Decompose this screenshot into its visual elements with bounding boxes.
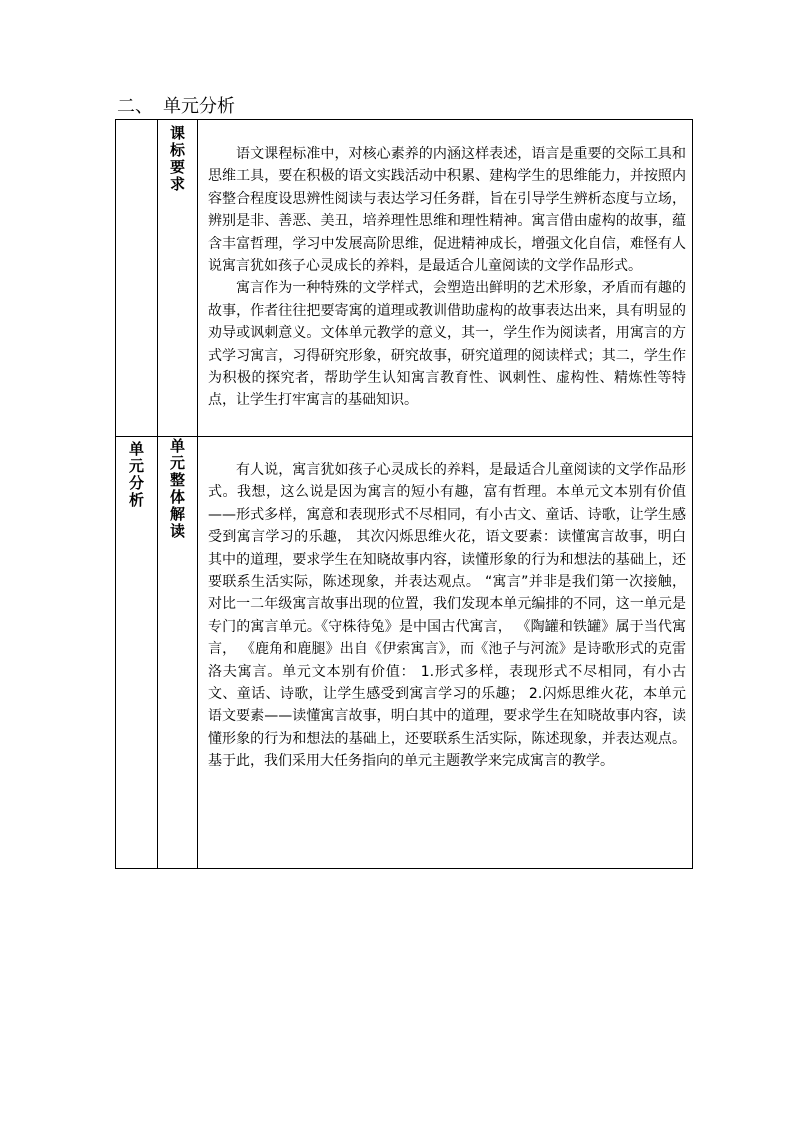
- curriculum-requirements-label: 课标要求: [169, 124, 185, 193]
- paragraph: 语文课程标准中，对核心素养的内涵这样表述，语言是重要的交际工具和思维工具，要在积极的语文实践活动中积累、建构学生的思维能力，并按照内容整合程度设思辨性阅读与表达学习任务群，旨在引导学生辨析态度与立场，辨别是非、善恶、美丑，培养理性思维和理性精神。寓言借由虚构的故事，蕴含丰富哲理，学习中发展高阶思维，促进精神成长，增强文化自信，难怪有人说寓言犹如孩子心灵成长的养料，是最适合儿童阅读的文学作品形式。: [208, 146, 686, 275]
- unit-overall-reading-text: [198, 437, 692, 773]
- row-label-cell: [158, 120, 198, 437]
- content-cell: [198, 437, 693, 869]
- unit-analysis-label: 单元分析: [128, 440, 144, 509]
- unit-analysis-table: [115, 119, 693, 869]
- empty-group-cell: [116, 120, 158, 437]
- section-number: 二、: [117, 96, 153, 117]
- table-row: [116, 120, 693, 437]
- section-title: 单元分析: [163, 96, 235, 117]
- unit-overall-reading-label: 单元整体解读: [169, 437, 185, 540]
- curriculum-requirements-text: [198, 120, 692, 412]
- table-row: [116, 437, 693, 869]
- row-label-cell: [158, 437, 198, 869]
- paragraph: 有人说，寓言犹如孩子心灵成长的养料，是最适合儿童阅读的文学作品形式。我想，这么说是因为寓言的短小有趣，富有哲理。本单元文本别有价值——形式多样，寓意和表现形式不尽相同，有小古文、童话、诗歌，让学生感受到寓言学习的乐趣， 其次闪烁思维火花，语文要素：读懂寓言故事，明白其中的道理，要求学生在知晓故事内容，读懂形象的行为和想法的基础上，还要联系生活实际，陈述现象，并表达观点。 “寓言”并非是我们第一次接触，对比一二年级寓言故事出现的位置，我们发现本单元编排的不同，这一单元是专门的寓言单元。《守株待兔》是中国古代寓言， 《陶罐和铁罐》属于当代寓言， 《鹿角和鹿腿》出自《伊索寓言》，而《池子与河流》是诗歌形式的克雷洛夫寓言。单元文本别有价值： 1.形式多样，表现形式不尽相同，有小古文、童话、诗歌，让学生感受到寓言学习的乐趣； 2.闪烁思维火花，本单元语文要素——读懂寓言故事，明白其中的道理，要求学生在知晓故事内容，读懂形象的行为和想法的基础上，还要联系生活实际，陈述现象，并表达观点。 基于此，我们采用大任务指向的单元主题教学来完成寓言的教学。: [208, 462, 686, 770]
- content-cell: [198, 120, 693, 437]
- group-label-cell: [116, 437, 158, 869]
- section-heading: [117, 95, 235, 119]
- paragraph: 寓言作为一种特殊的文学样式，会塑造出鲜明的艺术形象，矛盾而有趣的故事，作者往往把要寄寓的道理或教训借助虚构的故事表达出来，具有明显的劝导或讽刺意义。文体单元教学的意义，其一，学生作为阅读者，用寓言的方式学习寓言，习得研究形象，研究故事，研究道理的阅读样式；其二，学生作为积极的探究者，帮助学生认知寓言教育性、讽刺性、虚构性、精炼性等特点，让学生打牢寓言的基础知识。: [208, 280, 686, 409]
